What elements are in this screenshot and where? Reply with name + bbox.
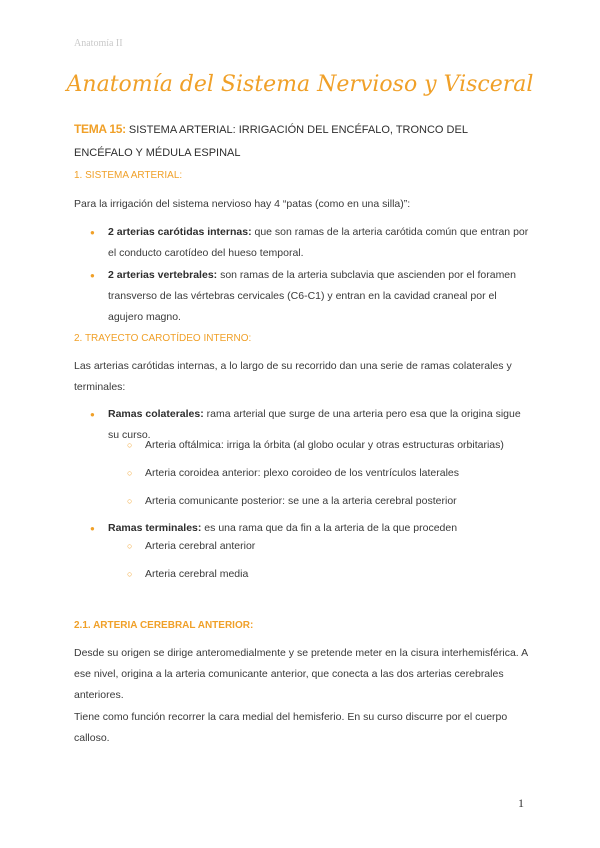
page-number: 1: [518, 796, 524, 810]
sub-item-posterior-communicating-artery: ○ Arteria comunicante posterior: se une a la arteria cerebral posterior: [145, 491, 545, 512]
sub-item-anterior-choroidal-artery: ○ Arteria coroidea anterior: plexo coroideo de los ventrículos laterales: [145, 463, 545, 484]
sub-item-ophthalmic-artery: ○ Arteria oftálmica: irriga la órbita (al globo ocular y otras estructuras orbitarias): [145, 435, 545, 456]
section-2-intro: Las arterias carótidas internas, a lo largo de su recorrido dan una serie de ramas colaterales y terminales:: [74, 360, 512, 393]
bullet-text: es una rama que da fin a la arteria de la que proceden: [201, 522, 458, 534]
bullet-text: rama arterial que surge de una arteria pero esa que la origina sigue su curso.: [108, 408, 521, 441]
bullet-text: que son ramas de la arteria carótida común que entran por el conducto carotídeo del hueso temporal.: [108, 226, 529, 259]
section-2-1-paragraph-1: Desde su origen se dirige anteromedialmente y se pretende meter en la cisura interhemisférica. A ese nivel, origina a la arteria comunicante anterior, que conecta a las dos arterias cerebrales anteriores.: [74, 647, 528, 701]
running-header: Anatomía II: [74, 38, 123, 49]
topic-text: SISTEMA ARTERIAL: IRRIGACIÓN DEL ENCÉFALO, TRONCO DEL ENCÉFALO Y MÉDULA ESPINAL: [74, 124, 468, 159]
bullet-bold-label: Ramas colaterales:: [108, 408, 204, 420]
bullet-carotid-arteries: [108, 222, 533, 264]
topic-tag: TEMA 15:: [74, 122, 126, 136]
bullet-text: son ramas de la arteria subclavia que ascienden por el foramen transverso de las vértebras cervicales (C6-C1) y entran en la cavidad craneal por el agujero magno.: [108, 269, 516, 323]
bullet-bold-label: 2 arterias carótidas internas:: [108, 226, 252, 238]
bullet-bold-label: Ramas terminales:: [108, 522, 202, 534]
sub-item-anterior-cerebral-artery: ○ Arteria cerebral anterior: [145, 536, 545, 557]
section-2-1-heading: 2.1. ARTERIA CEREBRAL ANTERIOR:: [74, 620, 254, 631]
sub-item-middle-cerebral-artery: ○ Arteria cerebral media: [145, 564, 545, 585]
topic-heading: [74, 118, 529, 165]
section-1-intro: Para la irrigación del sistema nervioso hay 4 “patas (como en una silla)”:: [74, 198, 411, 210]
document-title: Anatomía del Sistema Nervioso y Visceral: [66, 72, 534, 97]
bullet-vertebral-arteries: [108, 265, 533, 328]
section-2-1-paragraph-2: Tiene como función recorrer la cara medial del hemisferio. En su curso discurre por el cuerpo calloso.: [74, 711, 508, 744]
bullet-bold-label: 2 arterias vertebrales:: [108, 269, 218, 281]
section-1-heading: 1. SISTEMA ARTERIAL:: [74, 170, 183, 181]
section-2-heading: 2. TRAYECTO CAROTÍDEO INTERNO:: [74, 333, 252, 344]
